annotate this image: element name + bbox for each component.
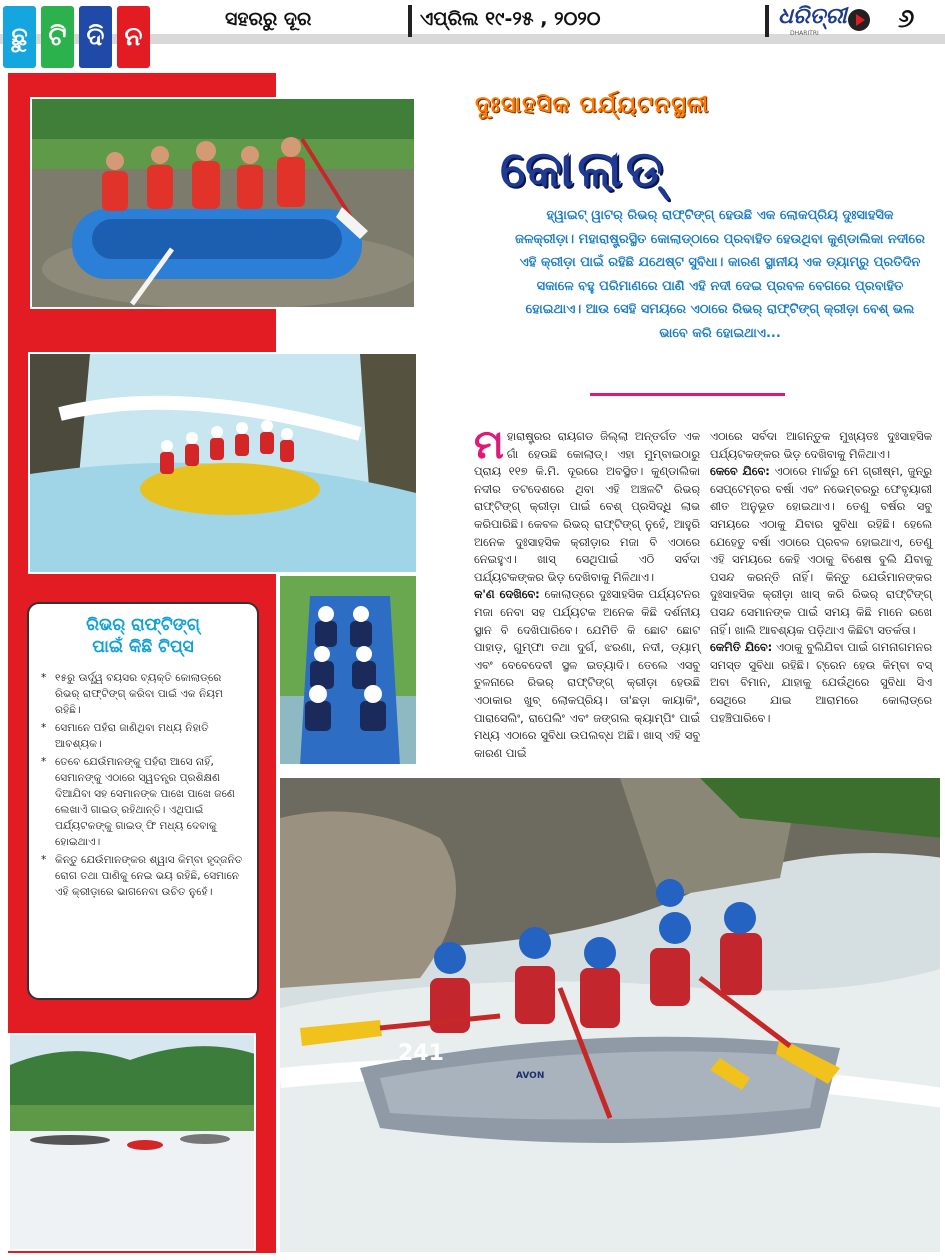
section-name: ସହରରୁ ଦୂର — [225, 8, 312, 30]
body-text: ହାରାଷ୍ଟ୍ରର ରାୟଗଡ ଜିଲ୍ଲା ଅନ୍ତର୍ଗତ ଏକ ଗାଁ ହେଉଛି କୋଲାଡ୍। ଏହା ମୁମ୍ବାଇଠାରୁ ପ୍ରାୟ ୧୧୭ କି.ମି. ଦୂରରେ ଅବସ୍ଥିତ। କୁଣ୍ଡାଲିକା ନଦୀର ତଟଦେଶରେ ଥିବା ଏହି ଅଞ୍ଚଳଟି ରିଭର୍ ରାଫ୍ଟିଙ୍ଗ୍ କ୍ରୀଡ଼ା ପାଇଁ ବେଶ୍ ପ୍ରସିଦ୍ଧି ଲାଭ କରିପାରିଛି। କେବଳ ରିଭର୍ ରାଫ୍ଟିଙ୍ଗ୍ ନୁହେଁ, ଆହୁରି ଅନେକ ଦୁଃସାହସିକ କ୍ରୀଡ଼ାର ମଜା ବି ଏଠାରେ ନେଇହୁଏ। ଖାସ୍ ସେଥିପାଇଁ ଏଠି ସର୍ବଦା ପର୍ଯ୍ୟଟକଙ୍କର ଭିଡ଼ ଦେଖିବାକୁ ମିଳିଥାଏ। — [474, 429, 700, 584]
tip-item: * ୧୫ରୁ ଊର୍ଦ୍ଧ୍ୱ ବୟସର ବ୍ୟକ୍ତି କୋଲାଡ୍‌ରେ ରିଭର୍ ରାଫ୍ଟିଙ୍ଗ୍ କରିବା ପାଇଁ ଏକ ନିୟମ ରହିଛି। — [39, 670, 247, 718]
tip-item: * ସେମାନେ ପହଁରା ଜାଣିଥିବା ମଧ୍ୟ ନିହାତି ଆବଶ୍ୟକ। — [39, 720, 247, 752]
issue-date: ଏପ୍ରିଲ ୧୯-୨୫ , ୨୦୨୦ — [420, 8, 601, 30]
body-text: ଏଠାକୁ ବୁଲିଯିବା ପାଇଁ ଗମନାଗମନର ସମସ୍ତ ସୁବିଧା ରହିଛି। ଟ୍ରେନ ହେଉ କିମ୍ବା ବସ୍ ଅବା ବିମାନ, ଯାହାକୁ ଯେଉଁଥିରେ ସୁବିଧା ସିଏ ସେଥିରେ ଯାଇ ଆରାମରେ କୋଲାଡ୍‌ରେ ପହଞ୍ଚିପାରିବେ। — [710, 640, 933, 725]
body-column-1 — [474, 422, 700, 762]
raft-brand: AVON — [516, 1071, 545, 1081]
body-paragraph — [710, 639, 932, 727]
section-tile-2: ଟି — [41, 6, 74, 68]
subhead-what-to-see: କ'ଣ ଦେଖିବେ: — [474, 587, 540, 602]
intro-paragraph: ହ୍ୱାଇଟ୍ ୱାଟର୍ ରିଭର୍ ରାଫ୍ଟିଙ୍ଗ୍ ହେଉଛି ଏକ ଲୋକପ୍ରିୟ ଦୁଃସାହସିକ ଜଳକ୍ରୀଡ଼ା। ମହାରାଷ୍ଟ୍ରସ୍ଥିତ କୋଲାଡ୍‌ଠାରେ ପ୍ରବାହିତ ହେଉଥିବା କୁଣ୍ଡାଲିକା ନଦୀରେ ଏହି କ୍ରୀଡ଼ା ପାଇଁ ରହିଛି ଯଥେଷ୍ଟ ସୁବିଧା। କାରଣ ସ୍ଥାନୀୟ ଏକ ଡ୍ୟାମ୍‌ରୁ ପ୍ରତିଦିନ ସକାଳେ ବହୁ ପରିମାଣରେ ପାଣି ଏହି ନଦୀ ଦେଇ ପ୍ରବଳ ବେଗରେ ପ୍ରବାହିତ ହୋଇଥାଏ। ଆଉ ସେହି ସମୟରେ ଏଠାରେ ରିଭର୍ ରାଫ୍ଟିଙ୍ଗ୍ କ୍ରୀଡ଼ା ବେଶ୍ ଭଲ ଭାବେ କରି ହୋଇଥାଏ... — [515, 208, 925, 341]
section-tile-3: ଦି — [79, 6, 112, 68]
red-frame-band — [8, 325, 276, 350]
section-tile-4: ନ — [117, 6, 150, 68]
subhead-when-to-go: କେବେ ଯିବେ: — [710, 464, 770, 479]
subhead-how-to-go: କେମିତି ଯିବେ: — [710, 640, 773, 655]
tips-list — [39, 670, 247, 900]
headline-title: କୋଲାଡ୍ — [500, 140, 667, 198]
tips-title-line2: ପାଇଁ କିଛି ଟିପ୍ସ — [92, 637, 194, 657]
body-paragraph — [474, 586, 700, 762]
body-text: କୋଲାଡ୍‌ରେ ଦୁଃସାହସିକ ପର୍ଯ୍ୟଟନର ମଜା ନେବା ସହ ପର୍ଯ୍ୟଟକ ଅନେକ କିଛି ଦର୍ଶନୀୟ ସ୍ଥାନ ବି ଦେଖିପାରିବେ। ଯେମିତି କି ଛୋଟ ଛୋଟ ପାହାଡ଼, ଗୁମ୍ଫା ତଥା ଦୁର୍ଗ, ଝରଣା, ନଦୀ, ଡ୍ୟାମ୍ ଏବଂ ବେବେଦେବୀ ସ୍ଥଳ ଇତ୍ୟାଦି। ତେଲେ ଏସବୁ ତୁଳନାରେ ରିଭର୍ ରାଫ୍ଟିଙ୍ଗ୍ କ୍ରୀଡ଼ା ହେଉଛି ଏଠାକାର ଖୁବ୍ ଲୋକପ୍ରିୟ। ତା'ଛଡ଼ା କାୟାକିଂ, ପାରାସେଲିଂ, ରାପେଲିଂ ଏବଂ ଜଙ୍ଗଲ କ୍ୟାମ୍ପିଂ ପାଇଁ ମଧ୍ୟ ଏଠାରେ ସୁବିଧା ଉପଲବ୍ଧ ଅଛି। ଖାସ୍ ଏହି ସବୁ କାରଣ ପାଇଁ — [474, 587, 700, 760]
body-paragraph — [710, 428, 932, 463]
river-scene-photo — [8, 1033, 256, 1251]
body-paragraph — [474, 422, 700, 586]
tip-item: * କିନ୍ତୁ ଯେଉଁମାନଙ୍କର ଶ୍ୱାସ କିମ୍ବା ହୃଦ୍‌ଜନିତ ରୋଗ ତଥା ପାଣିକୁ ନେଇ ଭୟ ରହିଛି, ସେମାନେ ଏହି କ୍ରୀଡ଼ାରେ ଭାଗନେବା ଉଚିତ ନୁହେଁ। — [39, 852, 247, 900]
section-tile-1: ଛୁ — [3, 6, 36, 68]
rafting-photo-1 — [30, 97, 416, 309]
boat-number: 241 — [398, 1041, 444, 1066]
headline-kicker: ଦୁଃସାହସିକ ପର୍ଯ୍ୟଟନସ୍ଥଳୀ — [475, 92, 710, 118]
body-text: ଏଠାରେ ସର୍ବଦା ଆଗନ୍ତୁକ ମୁଖ୍ୟତଃ ଦୁଃସାହସିକ ପର୍ଯ୍ୟଟକଙ୍କର ଭିଡ଼ ଦେଖିବାକୁ ମିଳିଥାଏ। — [710, 429, 932, 461]
rafting-photo-3 — [278, 574, 418, 766]
page-number: ୬ — [898, 4, 915, 34]
body-paragraph — [710, 463, 932, 639]
body-text: ଏଠାରେ ମାର୍ଚ୍ଚରୁ ମେ ଗ୍ରୀଷ୍ମ, ଜୁନ୍‌ରୁ ସେପ୍ଟେମ୍ବର ବର୍ଷା ଏବଂ ନଭେମ୍ବରରୁ ଫେବୃୟାରୀ ଶୀତ ଅନୁଭୂତ ହୋଇଥାଏ। ତେଣୁ ବର୍ଷର ସବୁ ସମୟରେ ଏଠାକୁ ଯିବାର ସୁବିଧା ରହିଛି। ହେଲେ ଯେହେତୁ ବର୍ଷା ଏଠାରେ ପ୍ରବଳ ହୋଇଥାଏ, ତେଣୁ ଏହି ସମୟରେ କେହି ଏଠାକୁ ବିଶେଷ ବୁଲି ଯିବାକୁ ପସନ୍ଦ କରନ୍ତି ନାହିଁ। କିନ୍ତୁ ଯେଉଁମାନଙ୍କର ଦୁଃସାହସିକ କ୍ରୀଡ଼ା ଖାସ୍ କରି ରିଭର୍ ରାଫ୍ଟିଙ୍ଗ୍ ପସନ୍ଦ ସେମାନଙ୍କ ପାଇଁ ସମୟ କିଛି ମାନେ ରଖେ ନାହିଁ। ଖାଲି ଆବଶ୍ୟକ ପଡ଼ିଥାଏ କିଛିଟା ସତର୍କତା। — [710, 464, 932, 637]
rafting-photo-2 — [28, 352, 418, 574]
tip-item: * ତେବେ ଯେଉଁମାନଙ୍କୁ ପହଁରା ଆସେ ନାହିଁ, ସେମାନଙ୍କୁ ଏଠାରେ ସ୍ୱତନ୍ତ୍ର ପ୍ରଶିକ୍ଷଣ ଦିଆଯିବା ସହ ସେମାନଙ୍କ ପାଖେ ପାଖେ ଜଣେ ଲେଖାଏଁ ଗାଇଡ୍ ରହିଥାନ୍ତି। ଏଥିପାଇଁ ପର୍ଯ୍ୟଟକଙ୍କୁ ଗାଇଡ୍ ଫି ମଧ୍ୟ ଦେବାକୁ ହୋଇଥାଏ। — [39, 754, 247, 850]
body-column-2 — [710, 428, 932, 727]
drop-cap: ମ — [474, 422, 504, 468]
play-icon — [848, 9, 870, 31]
header-divider — [765, 5, 769, 37]
header-divider — [408, 5, 412, 37]
brand-logo: ଧରିତ୍ରୀ — [778, 4, 847, 29]
rafting-photo-main — [278, 776, 942, 1254]
tips-title-line1: ରିଭର୍ ରାଫ୍ଟିଙ୍ଗ୍ — [86, 615, 200, 635]
tips-box — [27, 602, 259, 1000]
intro-divider — [590, 393, 785, 396]
brand-logo-sub: DHARITRI — [790, 30, 819, 37]
